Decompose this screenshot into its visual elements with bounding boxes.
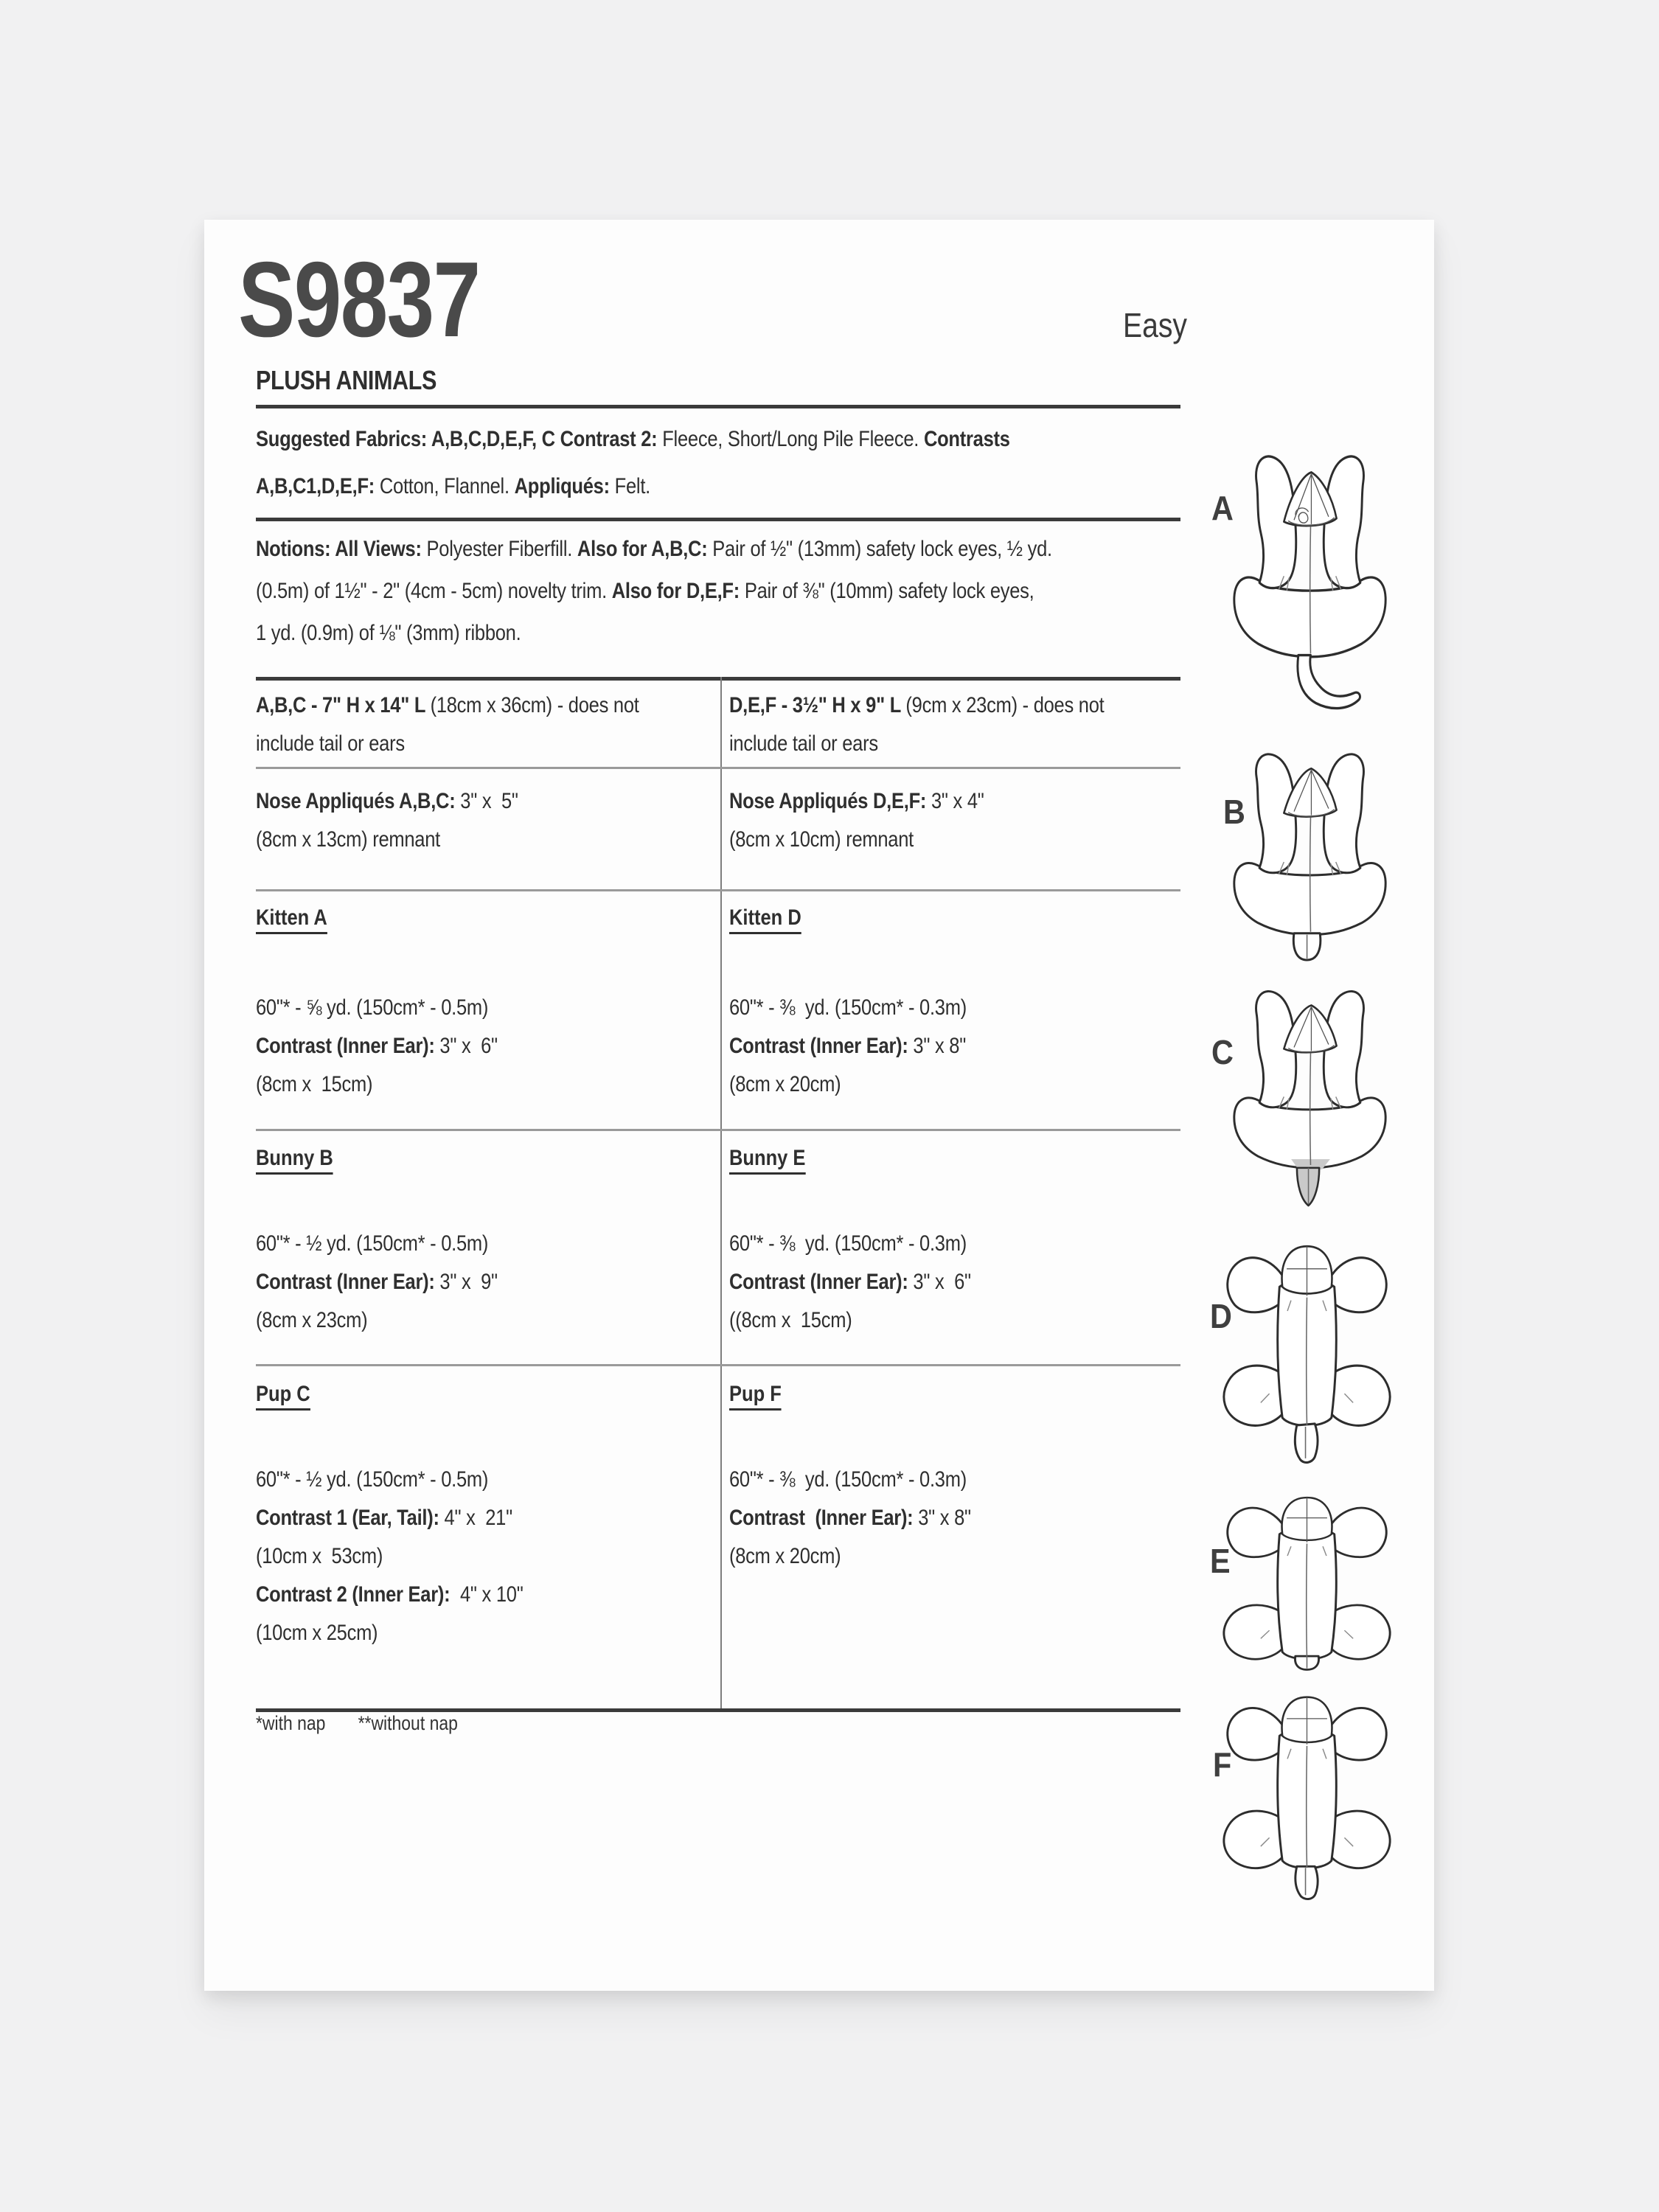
view-heading-kitten-a: Kitten A (256, 905, 327, 931)
yardage-kitten-d: 60"* - ⅜ yd. (150cm* - 0.3m) Contrast (Inner Ear): 3" x 8" (8cm x 20cm) (729, 995, 967, 1096)
table-top-rule (256, 677, 1180, 681)
figure-label-e: E (1210, 1542, 1231, 1580)
plush-bunny-back-view-b-figure (1231, 740, 1389, 963)
pattern-sheet (204, 220, 1434, 1991)
suggested-fabrics-text (256, 416, 1010, 510)
without-nap-note: **without nap (358, 1712, 458, 1734)
view-heading-kitten-d: Kitten D (729, 905, 801, 931)
table-row-separator (256, 1129, 1180, 1131)
figure-label-b: B (1223, 793, 1245, 831)
view-heading-pup-f: Pup F (729, 1382, 782, 1407)
plush-bunny-back-view-e-figure (1220, 1489, 1394, 1674)
table-column-divider (720, 677, 722, 1708)
plush-kitten-back-view-a-figure (1231, 441, 1389, 721)
yardage-bunny-e: 60"* - ⅜ yd. (150cm* - 0.3m) Contrast (Inner Ear): 3" x 6" ((8cm x 15cm) (729, 1231, 971, 1332)
pattern-code: S9837 (238, 240, 480, 359)
view-heading-bunny-b: Bunny B (256, 1146, 333, 1171)
table-row-separator (256, 767, 1180, 769)
with-nap-note: *with nap (256, 1712, 326, 1734)
notions-line: (0.5m) of 1½" - 2" (4cm - 5cm) novelty trim. Also for D,E,F: Pair of ⅜" (10mm) safety lock eyes, (256, 579, 1034, 603)
table-row-separator (256, 889, 1180, 891)
figure-label-c: C (1211, 1033, 1234, 1071)
yardage-kitten-a: 60"* - ⅝ yd. (150cm* - 0.5m) Contrast (Inner Ear): 3" x 6" (8cm x 15cm) (256, 995, 498, 1096)
figure-label-a: A (1211, 489, 1234, 527)
category-rule (256, 405, 1180, 408)
difficulty-label: Easy (1123, 306, 1187, 344)
table-row-separator (256, 1364, 1180, 1366)
view-heading-bunny-e: Bunny E (729, 1146, 805, 1171)
yardage-pup-c: 60"* - ½ yd. (150cm* - 0.5m) Contrast 1 (Ear, Tail): 4" x 21" (10cm x 53cm) Contrast 2 (Inner Ear): 4" x 10" (10cm x 25cm) (256, 1467, 524, 1645)
notions-line: 1 yd. (0.9m) of ⅛" (3mm) ribbon. (256, 621, 521, 645)
plush-pup-back-view-f-figure (1220, 1688, 1394, 1901)
nap-footnote (256, 1712, 490, 1735)
fabrics-line: Suggested Fabrics: A,B,C,D,E,F, C Contrast 2: Fleece, Short/Long Pile Fleece. Contrasts (256, 427, 1010, 451)
plush-pup-back-view-c-figure (1231, 978, 1389, 1210)
notions-line: Notions: All Views: Polyester Fiberfill. Also for A,B,C: Pair of ½" (13mm) safety lock eyes, ½ yd. (256, 537, 1052, 561)
figure-label-d: D (1210, 1297, 1232, 1335)
yardage-bunny-b: 60"* - ½ yd. (150cm* - 0.5m) Contrast (Inner Ear): 3" x 9" (8cm x 23cm) (256, 1231, 498, 1332)
nose-applique-def: Nose Appliqués D,E,F: 3" x 4" (8cm x 10cm) remnant (729, 789, 984, 852)
category-title: PLUSH ANIMALS (256, 365, 437, 395)
view-heading-pup-c: Pup C (256, 1382, 310, 1407)
notions-text (256, 528, 1052, 654)
notions-rule (256, 518, 1180, 521)
size-spec-def: D,E,F - 3½" H x 9" L (9cm x 23cm) - does not include tail or ears (729, 693, 1105, 756)
figure-label-f: F (1213, 1745, 1232, 1784)
plush-kitten-back-view-d-figure (1220, 1237, 1394, 1464)
nose-applique-abc: Nose Appliqués A,B,C: 3" x 5" (8cm x 13cm) remnant (256, 789, 518, 852)
size-spec-abc: A,B,C - 7" H x 14" L (18cm x 36cm) - does not include tail or ears (256, 693, 639, 756)
fabrics-line: A,B,C1,D,E,F: Cotton, Flannel. Appliqués: Felt. (256, 474, 650, 498)
yardage-pup-f: 60"* - ⅜ yd. (150cm* - 0.3m) Contrast (Inner Ear): 3" x 8" (8cm x 20cm) (729, 1467, 971, 1568)
